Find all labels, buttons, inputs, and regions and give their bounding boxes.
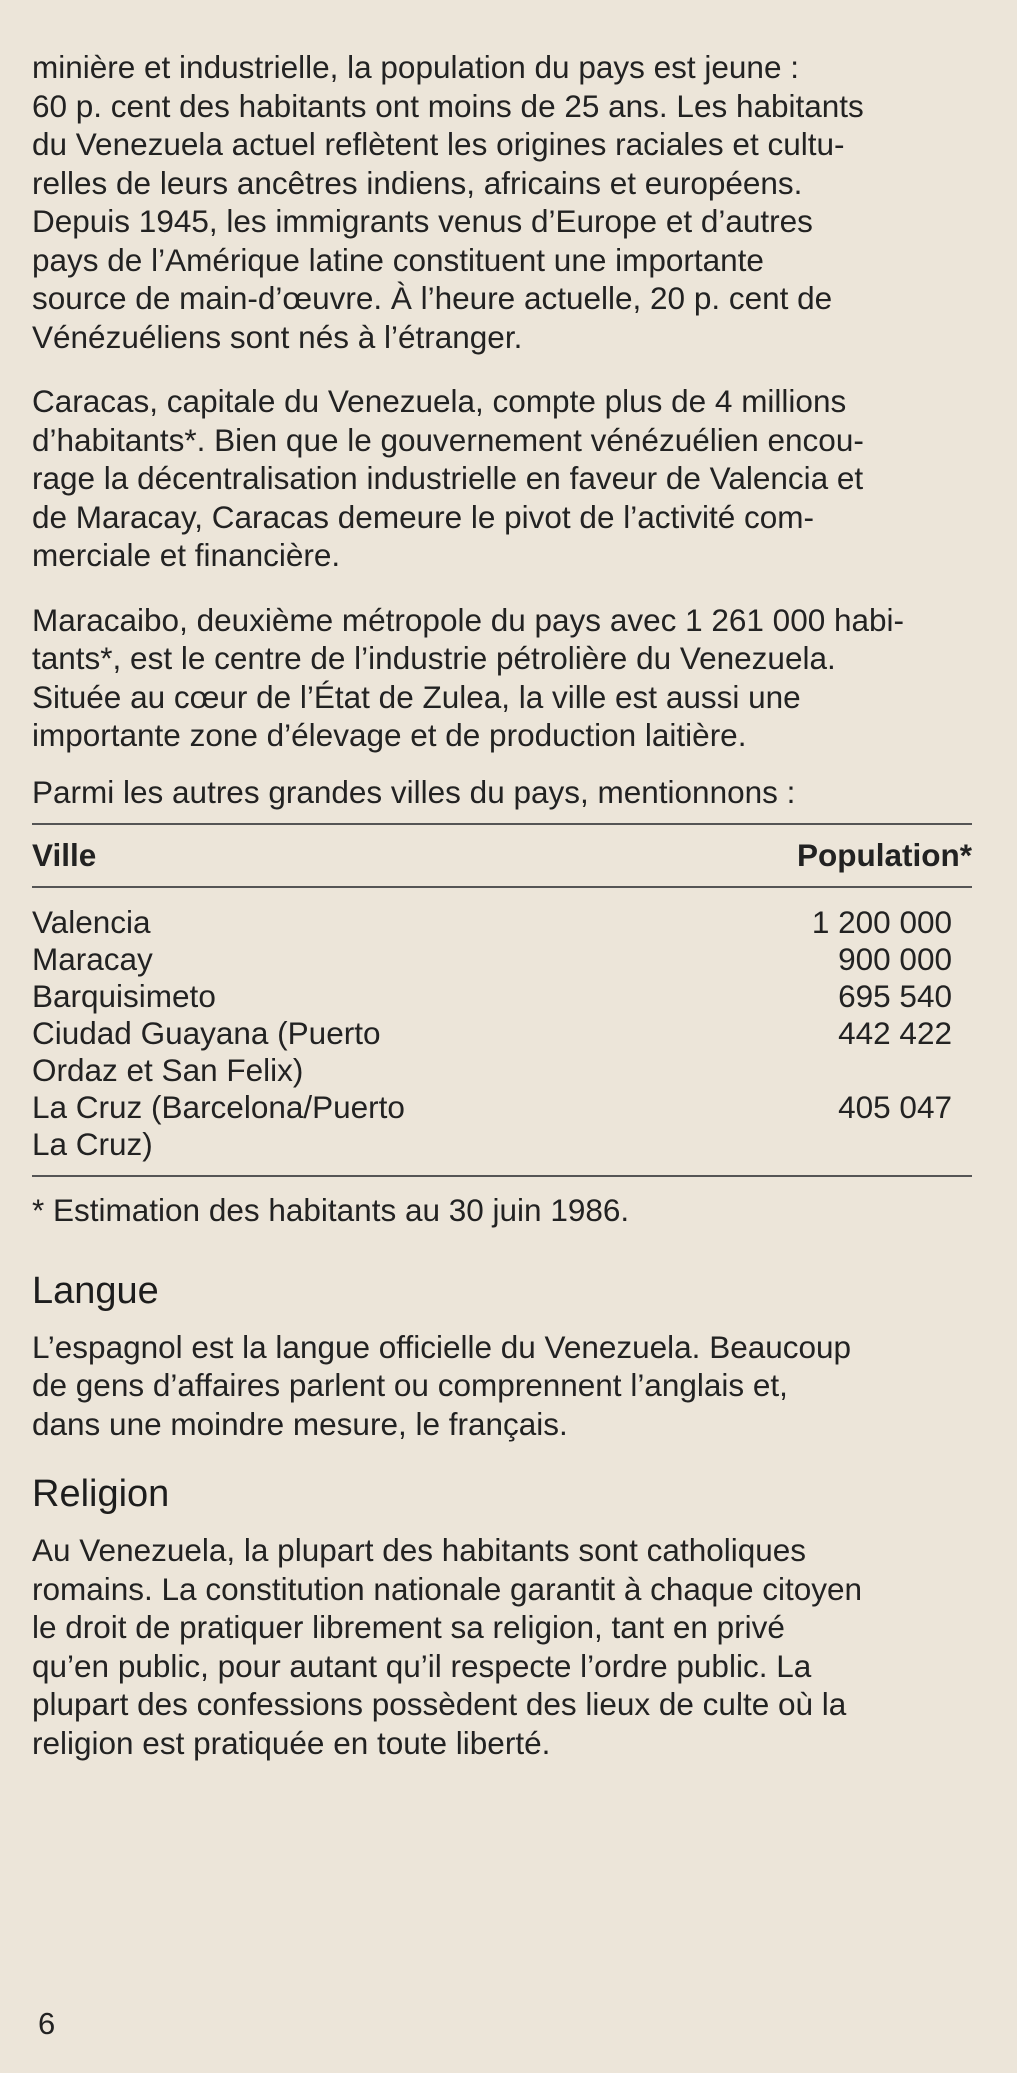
population-cell: 442 422 bbox=[838, 1015, 952, 1051]
langue-paragraph: L’espagnol est la langue officielle du Venezuela. Beaucoup de gens d’affaires parlent ou comprennent l’anglais et, dans une moindre mesure, le français. bbox=[32, 1328, 852, 1442]
table-bottom-rule bbox=[32, 1175, 972, 1177]
population-cell: 900 000 bbox=[838, 941, 952, 977]
religion-heading: Religion bbox=[32, 1473, 170, 1515]
langue-heading: Langue bbox=[32, 1269, 159, 1312]
city-cell: Ciudad Guayana (Puerto Ordaz et San Felix) bbox=[32, 1015, 381, 1088]
document-page bbox=[32, 48, 972, 1762]
intro-paragraph: minière et industrielle, la population du pays est jeune : 60 p. cent des habitants ont moins de 25 ans. Les habitants du Venezuela actuel reflètent les origines raciales et cultu- relles de leurs ancêtres indiens, africains et européens. Depuis 1945, les immigrants venus d’Europe et d’autres pays de l’Amérique latine constituent une importante source de main-d’œuvre. À l’heure actuelle, 20 p. cent de Vénézuéliens sont nés à l’étranger. bbox=[32, 49, 864, 355]
table-body bbox=[32, 887, 972, 1175]
caracas-paragraph: Caracas, capitale du Venezuela, compte plus de 4 millions d’habitants*. Bien que le gouvernement vénézuélien encou- rage la décentralisation industrielle en faveur de Valencia et de Maracay, Caracas demeure le pivot de l’activité com- merciale et financière. bbox=[32, 383, 864, 573]
city-cell: Valencia bbox=[32, 904, 151, 940]
city-cell: La Cruz (Barcelona/Puerto La Cruz) bbox=[32, 1089, 405, 1162]
table-header-row bbox=[32, 825, 972, 887]
maracaibo-paragraph: Maracaibo, deuxième métropole du pays avec 1 261 000 habi- tants*, est le centre de l’industrie pétrolière du Venezuela. Située au cœur de l’État de Zulea, la ville est aussi une importante zone d’élevage et de production laitière. bbox=[32, 601, 905, 753]
religion-paragraph: Au Venezuela, la plupart des habitants sont catholiques romains. La constitution nationale garantit à chaque citoyen le droit de pratiquer librement sa religion, tant en privé qu’en public, pour autant qu’il respecte l’ordre public. La plupart des confessions possèdent des lieux de culte où la religion est pratiquée en toute liberté. bbox=[32, 1532, 863, 1761]
table-row bbox=[32, 978, 972, 1015]
header-city: Ville bbox=[32, 837, 97, 873]
table-row bbox=[32, 887, 972, 941]
header-population: Population* bbox=[797, 837, 972, 873]
population-cell: 1 200 000 bbox=[811, 904, 952, 940]
table-row bbox=[32, 1015, 972, 1089]
table-row bbox=[32, 1089, 972, 1175]
city-cell: Maracay bbox=[32, 941, 153, 977]
table-row bbox=[32, 941, 972, 978]
page-number: 6 bbox=[38, 2006, 56, 2041]
table-footnote: * Estimation des habitants au 30 juin 1986. bbox=[32, 1192, 630, 1228]
population-cell: 405 047 bbox=[838, 1089, 952, 1125]
cities-table bbox=[32, 825, 972, 1175]
other-cities-intro: Parmi les autres grandes villes du pays, mentionnons : bbox=[32, 773, 796, 810]
population-cell: 695 540 bbox=[838, 978, 952, 1014]
city-cell: Barquisimeto bbox=[32, 978, 216, 1014]
